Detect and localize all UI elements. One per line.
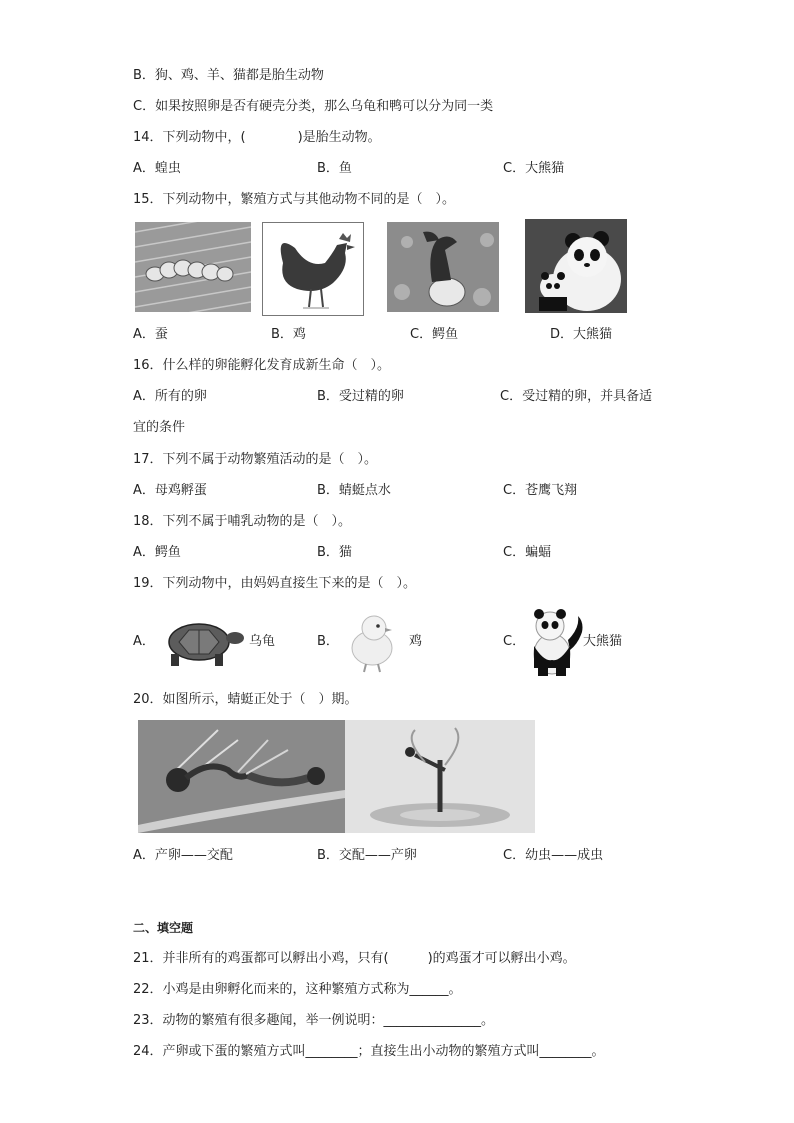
panda-image bbox=[524, 606, 584, 678]
question-24: 24．产卵或下蛋的繁殖方式叫________；直接生出小动物的繁殖方式叫________。 bbox=[133, 1044, 605, 1059]
q20-option-b[interactable]: B．交配——产卵 bbox=[317, 848, 417, 863]
question-18-stem: 18．下列不属于哺乳动物的是（ ）。 bbox=[133, 514, 352, 529]
question-17-stem: 17．下列不属于动物繁殖活动的是（ ）。 bbox=[133, 452, 378, 467]
q18-option-c[interactable]: C．蝙蝠 bbox=[503, 545, 552, 560]
q16-option-c[interactable]: C．受过精的卵，并具备适 bbox=[500, 389, 653, 404]
silkworm-image bbox=[135, 222, 251, 312]
question-19-stem: 19．下列动物中，由妈妈直接生下来的是（ ）。 bbox=[133, 576, 417, 591]
q19-option-a-letter[interactable]: A． bbox=[133, 634, 155, 649]
q14-option-a[interactable]: A．蝗虫 bbox=[133, 161, 181, 176]
q18-option-a[interactable]: A．鳄鱼 bbox=[133, 545, 181, 560]
question-14-stem: 14．下列动物中，( )是胎生动物。 bbox=[133, 130, 381, 145]
q19-option-c-letter[interactable]: C． bbox=[503, 634, 526, 649]
q16-option-b[interactable]: B．受过精的卵 bbox=[317, 389, 404, 404]
q15-option-c[interactable]: C．鳄鱼 bbox=[410, 327, 459, 342]
q15-option-a[interactable]: A．蚕 bbox=[133, 327, 168, 342]
dragonflies-mating-image bbox=[138, 720, 345, 833]
section-2-title: 二、填空题 bbox=[133, 921, 194, 935]
question-15-stem: 15．下列动物中，繁殖方式与其他动物不同的是（ ）。 bbox=[133, 192, 456, 207]
q14-option-b[interactable]: B．鱼 bbox=[317, 161, 352, 176]
giant-panda-image bbox=[525, 219, 627, 313]
q16-option-a[interactable]: A．所有的卵 bbox=[133, 389, 207, 404]
question-20-stem: 20．如图所示，蜻蜓正处于（ ）期。 bbox=[133, 692, 358, 707]
q15-option-b[interactable]: B．鸡 bbox=[271, 327, 306, 342]
question-23: 23．动物的繁殖有很多趣闻，举一例说明：_______________。 bbox=[133, 1013, 495, 1028]
q15-option-d[interactable]: D．大熊猫 bbox=[550, 327, 613, 342]
dragonfly-laying-eggs-image bbox=[345, 720, 535, 833]
chicken-image bbox=[262, 222, 364, 316]
q17-option-b[interactable]: B．蜻蜓点水 bbox=[317, 483, 391, 498]
question-22: 22．小鸡是由卵孵化而来的，这种繁殖方式称为______。 bbox=[133, 982, 462, 997]
q14-option-c[interactable]: C．大熊猫 bbox=[503, 161, 565, 176]
option-c-prev: C．如果按照卵是否有硬壳分类，那么乌龟和鸭可以分为同一类 bbox=[133, 99, 494, 114]
q19-option-b-name[interactable]: 鸡 bbox=[409, 634, 423, 649]
crocodile-hatching-image bbox=[387, 222, 499, 312]
q19-option-a-name[interactable]: 乌龟 bbox=[249, 634, 276, 649]
q17-option-c[interactable]: C．苍鹰飞翔 bbox=[503, 483, 578, 498]
q19-option-b-letter[interactable]: B． bbox=[317, 634, 339, 649]
q16-option-c-continuation: 宜的条件 bbox=[133, 420, 186, 435]
q20-option-c[interactable]: C．幼虫——成虫 bbox=[503, 848, 604, 863]
turtle-image bbox=[157, 612, 247, 670]
q17-option-a[interactable]: A．母鸡孵蛋 bbox=[133, 483, 207, 498]
question-21: 21．并非所有的鸡蛋都可以孵出小鸡，只有( )的鸡蛋才可以孵出小鸡。 bbox=[133, 951, 576, 966]
chick-image bbox=[342, 610, 402, 674]
q18-option-b[interactable]: B．猫 bbox=[317, 545, 352, 560]
q19-option-c-name[interactable]: 大熊猫 bbox=[583, 634, 623, 649]
q20-option-a[interactable]: A．产卵——交配 bbox=[133, 848, 233, 863]
question-16-stem: 16．什么样的卵能孵化发育成新生命（ ）。 bbox=[133, 358, 391, 373]
option-b-prev: B．狗、鸡、羊、猫都是胎生动物 bbox=[133, 68, 324, 83]
